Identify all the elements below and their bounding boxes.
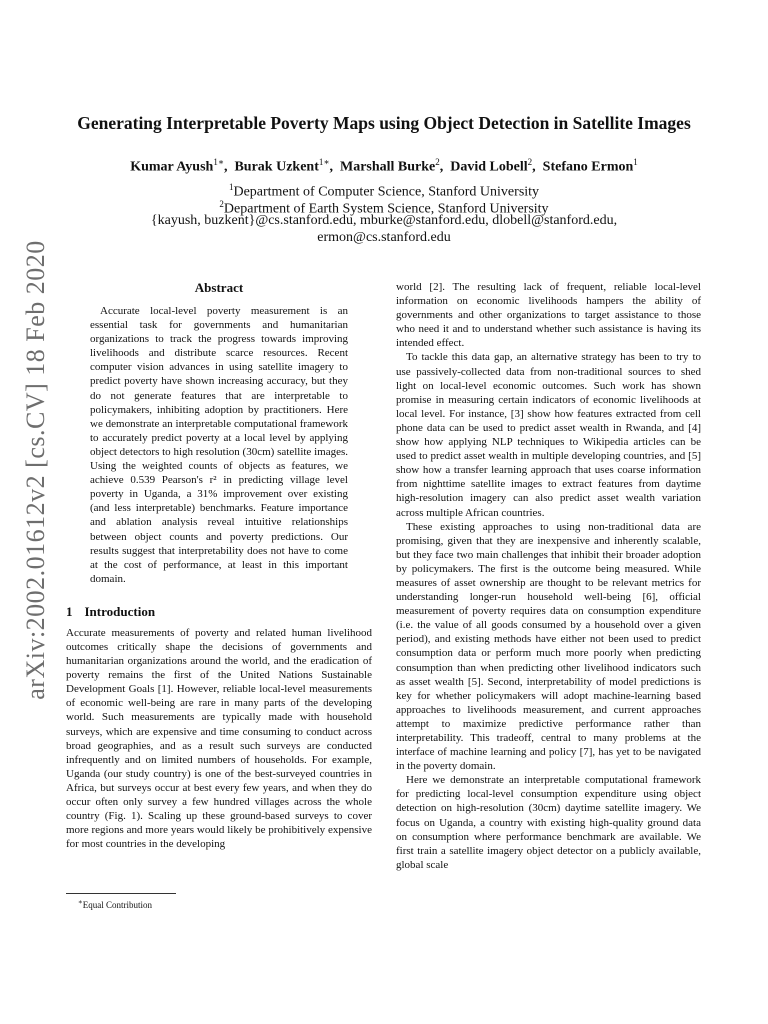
author-name: Burak Uzkent bbox=[234, 159, 319, 175]
author-affiliation-mark: 1∗ bbox=[213, 157, 224, 167]
arxiv-margin-stamp: arXiv:2002.01612v2 [cs.CV] 18 Feb 2020 bbox=[21, 240, 50, 700]
section-number: 1 bbox=[66, 603, 73, 619]
author-name: Kumar Ayush bbox=[130, 159, 214, 175]
section-heading bbox=[66, 604, 372, 620]
author-affiliation-mark: 1∗ bbox=[318, 157, 330, 167]
author-name: David Lobell bbox=[450, 159, 528, 175]
author-affiliation-mark: 2 bbox=[435, 157, 440, 167]
body-paragraph: Accurate measurements of poverty and related human livelihood outcomes critically shape the decisions of governments and humanitarian organizations around the world, and the eradication of poverty remains the first of the United Nations Sustainable Development Goals [1]. However, reliable local-level measurements of economic well-being are rare in many parts of the developing world. Such measurements are typically made with household surveys, which are expensive and time consuming to conduct across broad geographies, and as a result such surveys are conducted infrequently and on limited numbers of households. For example, Uganda (our study country) is one of the best-surveyed countries in Africa, but surveys occur at best every few years, and when they do occur often only survey a few hundred villages across the whole country (Fig. 1). Scaling up these ground-based surveys to cover more regions and more years would likely be prohibitively expensive for most countries in the developing bbox=[66, 626, 372, 851]
affiliation-text: Department of Computer Science, Stanford University bbox=[233, 184, 540, 200]
body-paragraph: Here we demonstrate an interpretable computational framework for predicting local-level consumption expenditure using object detection on high-resolution (30cm) daytime satellite imagery. We focus on Uganda, a country with existing high-quality ground data on consumption where performance benchmark are available. We first train a satellite imagery object detector on a publicly available, global scale bbox=[396, 774, 701, 871]
left-column bbox=[66, 280, 372, 851]
affiliation-mark: 1 bbox=[228, 182, 234, 192]
author-emails: {kayush, buzkent}@cs.stanford.edu, mburke@stanford.edu, dlobell@stanford.edu, bbox=[150, 213, 618, 228]
abstract-body: Accurate local-level poverty measurement is an essential task for governments and humanitarian organizations to track the progress towards improving livelihoods and distribute scarce resources. Recent computer vision advances in using satellite imagery to predict poverty have shown increasing accuracy, but they do not generate features that are interpretable to policymakers, inhibiting adoption by practitioners. Here we demonstrate an interpretable computational framework to accurately predict poverty at a local level by applying object detectors to high resolution (30cm) satellite images. Using the weighted counts of objects as features, we achieve 0.539 Pearson's r² in predicting village level poverty in Uganda, a 31% improvement over existing (and less interpretable) benchmarks. Feature importance and ablation analysis reveal intuitive relationships between object counts and poverty predictions. Our results suggest that interpretability does not have to come at the cost of performance, at least in this important domain. bbox=[90, 305, 348, 585]
footnote-rule bbox=[66, 893, 176, 894]
affiliation-mark: 2 bbox=[219, 199, 224, 209]
author-list: Kumar Ayush$^{1∗}$, Burak Uzkent$^{1∗}$, Marshall Burke$^2$, David Lobell$^2$, Stefano Ermon$^1$ bbox=[130, 157, 638, 175]
author-name: Stefano Ermon bbox=[542, 159, 634, 175]
body-paragraph: world [2]. The resulting lack of frequent, reliable local-level information on economic livelihoods hampers the ability of governments and other organizations to target assistance to those who need it and to understand whether such assistance is having its intended effect. bbox=[396, 281, 701, 350]
abstract-heading: Abstract bbox=[194, 280, 244, 295]
section-title: Introduction bbox=[84, 603, 156, 619]
body-paragraph: These existing approaches to using non-traditional data are promising, given that they are inexpensive and inherently scalable, but they face two main challenges that inhibit their broader adoption by policymakers. The first is the outcome being measured. While measures of asset ownership are thought to be relevant metrics for understanding longer-run household well-being [6], official measurement of poverty requires data on consumption expenditure (i.e. the value of all goods consumed by a household over a given period), and existing methods have either not been used to predict consumption data or perform much more poorly when predicting consumption than when predicting other livelihood indicators such as asset wealth [5]. Second, interpretability of model predictions is key for whether policymakers will adopt machine-learning based approaches to livelihoods measurement, and current approaches attempt to maximize predictive performance rather than interpretability. This tradeoff, central to many problems at the interface of machine learning and policy [7], has yet to be navigated in the poverty domain. bbox=[396, 520, 701, 773]
right-column bbox=[396, 280, 701, 872]
author-affiliation-mark: 2 bbox=[527, 157, 533, 167]
body-paragraph: To tackle this data gap, an alternative strategy has been to try to use passively-collected data from non-traditional sources to shed light on local-level economic outcomes. Such work has shown promise in measuring certain indicators of economic livelihoods at local level. For instance, [3] show how features extracted from cell phone data can be used to predict asset wealth in Rwanda, and [4] show how applying NLP techniques to Wikipedia articles can be used to predict asset wealth in multiple developing countries, and [5] show how a transfer learning approach that uses coarse information from nighttime satellite images to extract features from daytime high-resolution imagery can also predict asset wealth variation across multiple African countries. bbox=[396, 351, 701, 519]
author-name: Marshall Burke bbox=[339, 159, 436, 175]
footnote bbox=[78, 897, 152, 911]
affiliation-text: Department of Earth System Science, Stanford University bbox=[223, 201, 549, 217]
footnote-text: Equal Contribution bbox=[82, 900, 153, 910]
paper-title: Generating Interpretable Poverty Maps using Object Detection in Satellite Images bbox=[77, 113, 691, 133]
author-emails: ermon@cs.stanford.edu bbox=[317, 230, 451, 245]
footnote-mark: ∗ bbox=[78, 898, 83, 906]
author-affiliation-mark: 1 bbox=[633, 157, 638, 167]
